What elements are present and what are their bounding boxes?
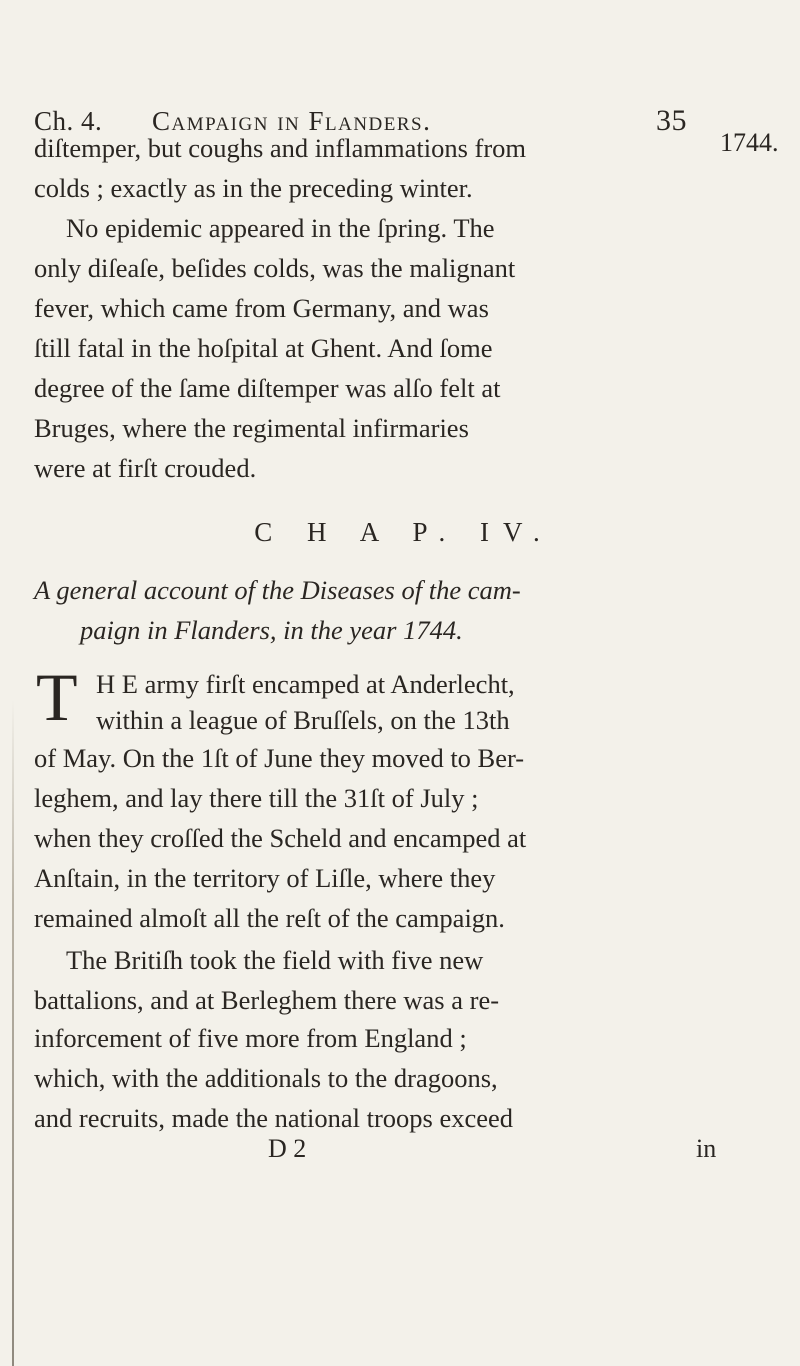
text-line: when they croſſed the Scheld and encamped at	[34, 823, 527, 853]
text-line: only diſeaſe, beſides colds, was the malignant	[34, 253, 516, 283]
text-line: battalions, and at Berleghem there was a re-	[34, 985, 500, 1015]
text-line: were at firſt crouded.	[34, 453, 257, 483]
chapter-subtitle: paign in Flanders, in the year 1744.	[80, 615, 463, 645]
catchword: in	[696, 1134, 717, 1163]
drop-cap: T	[36, 659, 78, 735]
signature-mark: D 2	[268, 1134, 307, 1163]
text-line: H E army firſt encamped at Anderlecht,	[96, 669, 515, 699]
chapter-heading: C H A P. IV.	[254, 517, 554, 547]
text-line: The Britiſh took the field with five new	[66, 945, 484, 975]
text-line: Bruges, where the regimental infirmaries	[34, 413, 469, 443]
text-line: Anſtain, in the territory of Liſle, where they	[34, 863, 496, 893]
text-line: remained almoſt all the reſt of the campaign.	[34, 903, 505, 933]
text-line: and recruits, made the national troops exceed	[34, 1103, 514, 1133]
margin-year: 1744.	[720, 128, 779, 157]
text-line: leghem, and lay there till the 31ſt of July ;	[34, 783, 479, 813]
text-line: diſtemper, but coughs and inflammations from	[34, 133, 527, 163]
chapter-subtitle: A general account of the Diseases of the cam-	[34, 575, 521, 605]
header-title: Campaign in Flanders.	[152, 106, 432, 136]
text-line: colds ; exactly as in the preceding winter.	[34, 173, 473, 203]
text-line: degree of the ſame diſtemper was alſo felt at	[34, 373, 501, 403]
text-line: of May. On the 1ſt of June they moved to Ber-	[34, 743, 525, 773]
text-line: No epidemic appeared in the ſpring. The	[66, 213, 495, 243]
header-chapter: Ch. 4.	[34, 106, 103, 136]
page-number: 35	[656, 104, 687, 137]
text-line: ſtill fatal in the hoſpital at Ghent. And ſome	[34, 333, 493, 363]
text-line: within a league of Bruſſels, on the 13th	[96, 705, 510, 735]
text-line: fever, which came from Germany, and was	[34, 293, 489, 323]
text-line: inforcement of five more from England ;	[34, 1023, 467, 1053]
page-gutter-shadow	[12, 700, 14, 1366]
text-line: which, with the additionals to the dragoons,	[34, 1063, 498, 1093]
